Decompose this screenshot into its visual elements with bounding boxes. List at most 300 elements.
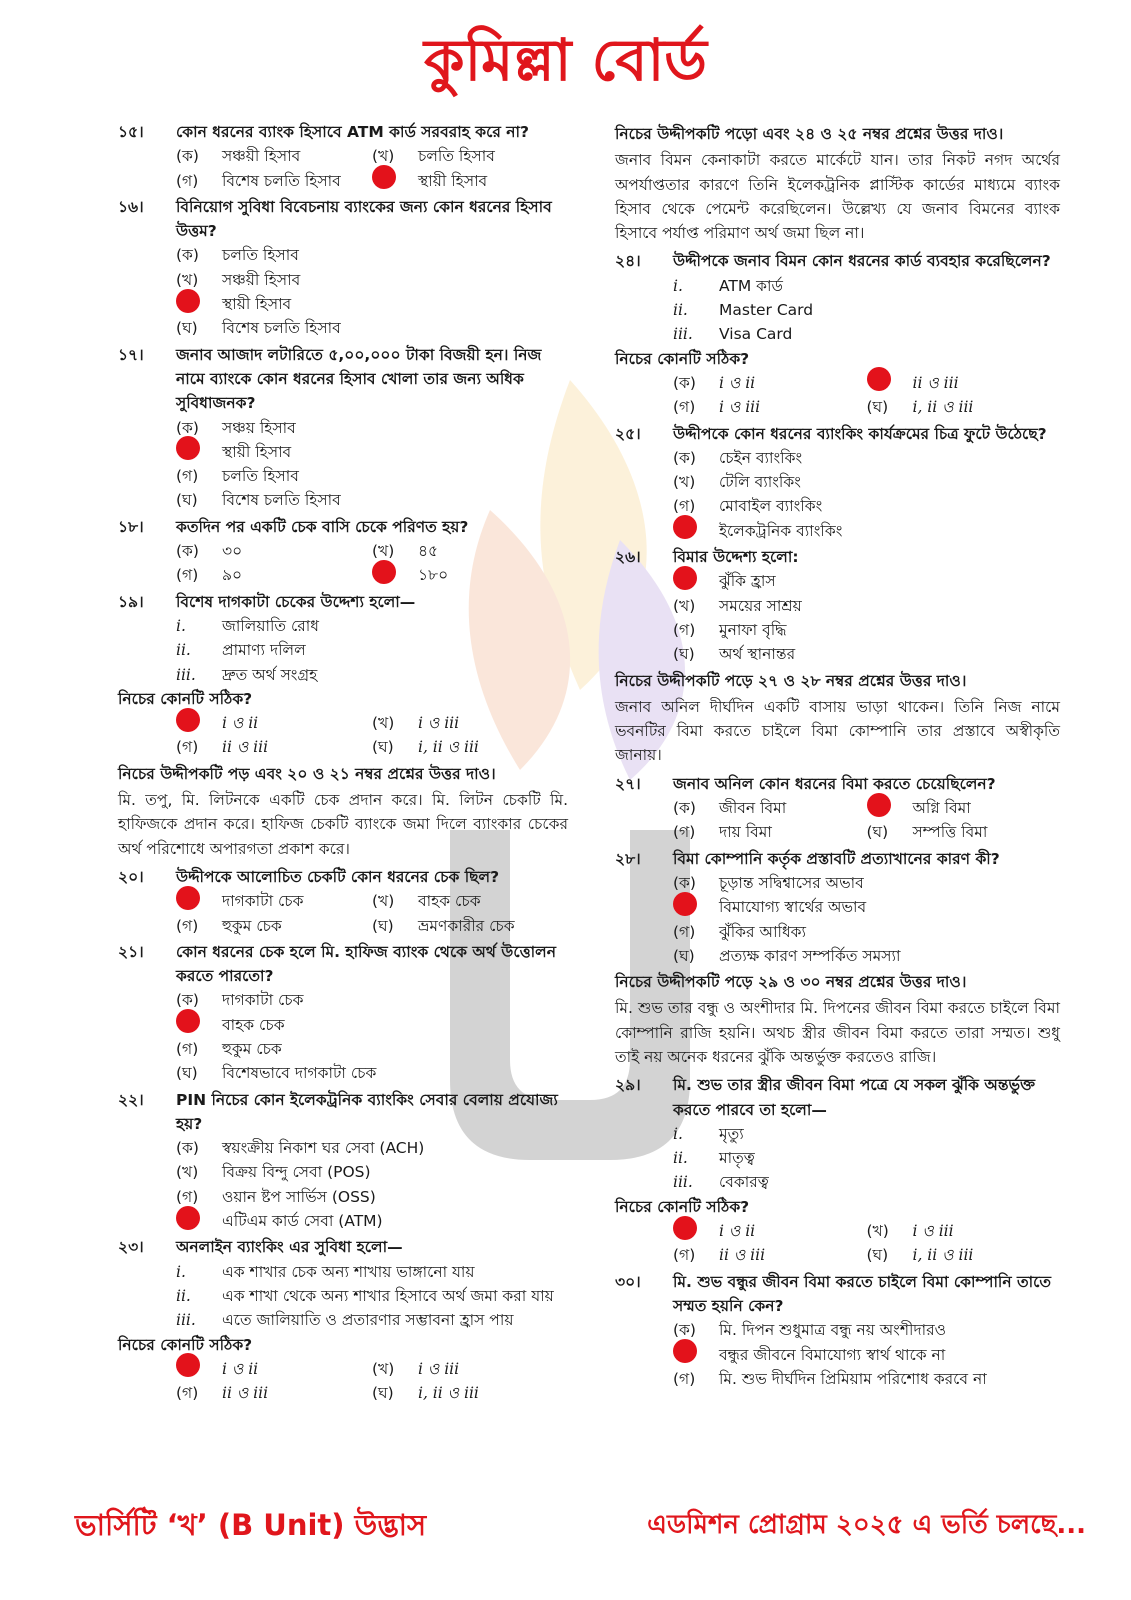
option-label: (ক) — [176, 542, 199, 561]
option-label: (ঘ) — [176, 319, 198, 338]
statement-numeral: iii. — [176, 665, 196, 684]
option-text: ঝুঁকি হ্রাস — [719, 572, 776, 591]
answer-option[interactable] — [176, 988, 568, 1012]
question-text: জনাব আজাদ লটারিতে ৫,০০,০০০ টাকা বিজয়ী হন। নিজ নামে ব্যাংকে কোন ধরনের হিসাব খোলা তার জন্য অধিক সুবিধাজনক? — [176, 345, 542, 413]
option-text: বিশেষ চলতি হিসাব — [222, 319, 341, 338]
question — [615, 1073, 1060, 1267]
option-text: অর্থ স্থানান্তর — [719, 645, 796, 664]
statement — [176, 1308, 568, 1332]
answer-option[interactable] — [673, 371, 867, 395]
answer-option[interactable] — [176, 563, 372, 587]
answer-option[interactable] — [673, 618, 1060, 642]
option-text: ৪৫ — [418, 542, 439, 561]
option-label — [176, 1353, 222, 1384]
answer-option[interactable] — [867, 820, 1061, 844]
correct-answer-dot-icon — [673, 892, 697, 916]
correct-answer-dot-icon — [176, 1353, 200, 1377]
stimulus-heading: নিচের উদ্দীপকটি পড়ে ২৭ ও ২৮ নম্বর প্রশ্নের উত্তর দাও। — [615, 671, 967, 690]
answer-option[interactable] — [176, 735, 372, 759]
option-label — [176, 1009, 222, 1040]
option-label — [673, 515, 719, 546]
statement — [673, 322, 1060, 346]
statement-text: এক শাখার চেক অন্য শাখায় ভাঙ্গানো যায় — [222, 1262, 475, 1281]
answer-option[interactable] — [176, 268, 568, 292]
answer-option[interactable] — [673, 494, 1060, 518]
answer-option[interactable] — [673, 895, 1060, 919]
page-title: কুমিল্লা বোর্ড — [424, 26, 707, 94]
option-text: i ও iii — [418, 1359, 460, 1378]
option-text: সম্পত্তি বিমা — [912, 823, 988, 842]
option-label: (ক) — [176, 991, 199, 1010]
question — [615, 249, 1060, 419]
statement-text: প্রামাণ্য দলিল — [222, 641, 306, 660]
option-label — [176, 1206, 222, 1237]
option-label — [176, 886, 222, 917]
option-text: বিশেষভাবে দাগকাটা চেক — [222, 1064, 377, 1083]
statement — [176, 1260, 568, 1284]
option-text: ওয়ান ষ্টপ সার্ভিস (OSS) — [222, 1187, 376, 1206]
statement — [176, 614, 568, 638]
option-label: (খ) — [673, 473, 696, 492]
option-label — [867, 367, 913, 398]
option-label: (খ) — [372, 892, 395, 911]
option-label: (ঘ) — [866, 398, 889, 417]
option-text: বাহক চেক — [222, 1015, 285, 1034]
question-text: কতদিন পর একটি চেক বাসি চেকে পরিণত হয়? — [176, 517, 469, 536]
answer-option[interactable] — [176, 1061, 568, 1085]
question-number: ২৮। — [615, 849, 641, 868]
option-text: জীবন বিমা — [719, 799, 787, 818]
option-text: মি. দিপন শুধুমাত্র বন্ধু নয় অংশীদারও — [719, 1321, 947, 1340]
option-label: (গ) — [673, 1369, 696, 1388]
which-correct-prompt: নিচের কোনটি সঠিক? — [615, 349, 750, 368]
statement-numeral: i. — [176, 616, 186, 635]
options-row — [673, 371, 1060, 395]
statement-text: বেকারত্ব — [719, 1173, 769, 1192]
option-text: i ও ii — [222, 714, 259, 733]
statement-numeral: iii. — [176, 1311, 196, 1330]
option-label: (ঘ) — [372, 1384, 394, 1403]
question-number: ২১। — [118, 942, 144, 961]
options-row — [673, 820, 1060, 844]
answer-option[interactable] — [673, 820, 867, 844]
options-row — [673, 1219, 1060, 1243]
option-label: (খ) — [372, 714, 395, 733]
question-number: ২৬। — [615, 548, 641, 567]
option-text: ১৮০ — [418, 566, 449, 585]
answer-option[interactable] — [176, 169, 372, 193]
option-text: মুনাফা বৃদ্ধি — [719, 620, 787, 639]
option-label: (ঘ) — [176, 491, 198, 510]
question-number: ১৮। — [118, 517, 144, 536]
option-label: (গ) — [673, 922, 696, 941]
option-label — [673, 566, 719, 597]
option-text: দাগকাটা চেক — [222, 892, 304, 911]
option-label: (গ) — [673, 823, 696, 842]
stimulus-passage: জনাব অনিল দীর্ঘদিন একটি বাসায় ভাড়া থাকেন। তিনি নিজ নামে ভবনটির বিমা করতে চাইলে বিমা কোম্পানি তার প্রস্তাবে অস্বীকৃতি জানায়। — [615, 697, 1060, 765]
option-text: স্বয়ংক্রীয় নিকাশ ঘর সেবা (ACH) — [222, 1139, 425, 1158]
option-text: বিশেষ চলতি হিসাব — [222, 491, 341, 510]
answer-option[interactable] — [673, 796, 867, 820]
question — [118, 343, 568, 513]
option-text: i ও ii — [719, 1222, 756, 1241]
option-label: (গ) — [176, 1384, 199, 1403]
correct-answer-dot-icon — [176, 289, 200, 313]
answer-option[interactable] — [673, 519, 1060, 543]
option-label: (ঘ) — [372, 916, 394, 935]
statement-text: মৃত্যু — [719, 1124, 744, 1143]
option-label: (খ) — [866, 1222, 889, 1241]
statement-numeral: i. — [673, 1124, 683, 1143]
statement — [673, 1146, 1060, 1170]
statement-text: দ্রুত অর্থ সংগ্রহ — [222, 665, 318, 684]
answer-option[interactable] — [176, 243, 568, 267]
option-text: সময়ের সাশ্রয় — [719, 596, 802, 615]
option-text: সঞ্চয় হিসাব — [222, 418, 296, 437]
option-label: (ক) — [176, 246, 199, 265]
correct-answer-dot-icon — [372, 560, 396, 584]
question-text: কোন ধরনের ব্যাংক হিসাবে ATM কার্ড সরবরাহ করে না? — [176, 123, 529, 141]
options-row — [176, 735, 568, 759]
question-number: ১৫। — [118, 123, 144, 141]
footer-admission-notice: এডমিশন প্রোগ্রাম ২০২৫ এ ভর্তি চলছে... — [647, 1510, 1086, 1540]
answer-option[interactable] — [673, 1367, 1060, 1391]
answer-option[interactable] — [673, 920, 1060, 944]
option-label: (ক) — [176, 418, 199, 437]
right-column — [615, 120, 1060, 1393]
statement — [176, 663, 568, 687]
question-number: ২০। — [118, 867, 144, 886]
option-text: i ও iii — [418, 714, 460, 733]
statement-numeral: ii. — [673, 301, 688, 320]
question-text: কোন ধরনের চেক হলে মি. হাফিজ ব্যাংক থেকে অর্থ উত্তোলন করতে পারতো? — [176, 942, 556, 986]
which-correct-prompt: নিচের কোনটি সঠিক? — [118, 689, 253, 708]
option-label: (খ) — [176, 270, 199, 289]
option-label: (ক) — [673, 448, 696, 467]
option-text: চলতি হিসাব — [222, 246, 299, 265]
question-number: ২৭। — [615, 774, 641, 793]
question — [118, 940, 568, 1086]
option-text: ভ্রমণকারীর চেক — [418, 916, 515, 935]
option-text: i, ii ও iii — [912, 1246, 974, 1265]
footer-brand: ভার্সিটি ‘খ’ (B Unit) উদ্ভাস — [75, 1508, 427, 1542]
option-text: অগ্নি বিমা — [912, 799, 971, 818]
option-label: (ঘ) — [372, 738, 394, 757]
option-label: (গ) — [176, 1187, 199, 1206]
answer-option[interactable] — [673, 1343, 1060, 1367]
answer-option[interactable] — [673, 642, 1060, 666]
option-text: ৩০ — [222, 542, 243, 561]
option-text: i ও iii — [912, 1222, 954, 1241]
answer-option[interactable] — [176, 1185, 568, 1209]
options-row — [176, 914, 568, 938]
statement-numeral: i. — [673, 276, 683, 295]
question-number: ৩০। — [615, 1272, 641, 1291]
answer-option[interactable] — [176, 440, 568, 464]
option-text: বিশেষ চলতি হিসাব — [222, 171, 341, 190]
option-text: এটিএম কার্ড সেবা (ATM) — [222, 1212, 383, 1231]
answer-option[interactable] — [176, 292, 568, 316]
answer-option[interactable] — [176, 316, 568, 340]
answer-option[interactable] — [176, 1160, 568, 1184]
answer-option[interactable] — [867, 1243, 1061, 1267]
option-label — [867, 793, 913, 824]
answer-option[interactable] — [673, 594, 1060, 618]
correct-answer-dot-icon — [176, 886, 200, 910]
option-label — [673, 1216, 719, 1247]
option-label: (গ) — [176, 738, 199, 757]
question — [615, 422, 1060, 543]
options-row — [176, 1357, 568, 1381]
statement-numeral: ii. — [176, 641, 191, 660]
answer-option[interactable] — [176, 488, 568, 512]
question — [118, 195, 568, 341]
answer-option[interactable] — [372, 169, 568, 193]
answer-option[interactable] — [673, 569, 1060, 593]
option-text: ii ও iii — [222, 738, 269, 757]
answer-option[interactable] — [867, 1219, 1061, 1243]
options-row — [176, 563, 568, 587]
question-number: ১৭। — [118, 345, 144, 364]
option-text: i ও ii — [719, 373, 756, 392]
stimulus-passage: মি. তপু, মি. লিটনকে একটি চেক প্রদান করে। মি. লিটন চেকটি মি. হাফিজকে প্রদান করে। হাফিজ চেকটি ব্যাংকে জমা দিলে ব্যাংকার চেকের অর্থ পরিশোধে অপারগতা প্রকাশ করে। — [118, 791, 568, 858]
stimulus-heading: নিচের উদ্দীপকটি পড়ো এবং ২৪ ও ২৫ নম্বর প্রশ্নের উত্তর দাও। — [615, 125, 1004, 143]
option-label — [176, 708, 222, 739]
option-text: চলতি হিসাব — [418, 147, 495, 166]
option-label: (খ) — [372, 147, 395, 166]
correct-answer-dot-icon — [176, 1009, 200, 1033]
option-text: বন্ধুর জীবনে বিমাযোগ্য স্বার্থ থাকে না — [719, 1345, 946, 1364]
option-text: i, ii ও iii — [912, 398, 974, 417]
option-label — [673, 1339, 719, 1370]
stimulus-heading: নিচের উদ্দীপকটি পড় এবং ২০ ও ২১ নম্বর প্রশ্নের উত্তর দাও। — [118, 764, 496, 783]
option-label: (ক) — [176, 147, 199, 166]
stimulus-passage: মি. শুভ তার বন্ধু ও অংশীদার মি. দিপনের জীবন বিমা করতে চাইলে বিমা কোম্পানি রাজি হয়নি। অথচ স্ত্রীর জীবন বিমা করতে তারা সম্মত। শুধু তাই নয় অনেক ধরনের ঝুঁকি অন্তর্ভুক্ত করতেও রাজি। — [615, 999, 1060, 1066]
option-text: চলতি হিসাব — [222, 467, 299, 486]
correct-answer-dot-icon — [867, 367, 891, 391]
answer-option[interactable] — [176, 1037, 568, 1061]
option-label: (ঘ) — [673, 645, 695, 664]
question-text: উদ্দীপকে কোন ধরনের ব্যাংকিং কার্যক্রমের চিত্র ফুটে উঠেছে? — [673, 424, 1047, 443]
answer-option[interactable] — [372, 1357, 568, 1381]
question — [118, 1088, 568, 1234]
option-label: (ক) — [673, 873, 696, 892]
option-label: (খ) — [176, 1163, 199, 1182]
option-text: স্থায়ী হিসাব — [222, 295, 292, 314]
stimulus-heading: নিচের উদ্দীপকটি পড়ে ২৯ ও ৩০ নম্বর প্রশ্নের উত্তর দাও। — [615, 973, 967, 992]
answer-option[interactable] — [176, 1381, 372, 1405]
statement-text: এক শাখা থেকে অন্য শাখার হিসাবে অর্থ জমা করা যায় — [222, 1286, 554, 1305]
statement-numeral: ii. — [673, 1149, 688, 1168]
options-row — [176, 169, 568, 193]
question — [615, 1270, 1060, 1391]
statement-text: Visa Card — [719, 325, 793, 344]
option-text: i, ii ও iii — [418, 738, 479, 757]
statement — [673, 1170, 1060, 1194]
statement-numeral: iii. — [673, 1173, 693, 1192]
correct-answer-dot-icon — [673, 515, 697, 539]
options-row — [176, 889, 568, 913]
option-label: (ক) — [673, 799, 696, 818]
answer-option[interactable] — [673, 446, 1060, 470]
question-number: ১৯। — [118, 592, 144, 611]
question-text: জনাব অনিল কোন ধরনের বিমা করতে চেয়েছিলেন? — [673, 774, 996, 793]
option-text: চেইন ব্যাংকিং — [719, 448, 803, 467]
question — [118, 865, 568, 938]
answer-option[interactable] — [176, 1013, 568, 1037]
answer-option[interactable] — [176, 711, 372, 735]
which-correct-prompt: নিচের কোনটি সঠিক? — [615, 1197, 750, 1216]
statement — [176, 1284, 568, 1308]
option-label: (গ) — [673, 1246, 696, 1265]
answer-option[interactable] — [867, 395, 1061, 419]
option-text: ঝুঁকির আধিক্য — [719, 922, 807, 941]
question — [118, 590, 568, 760]
option-text: স্থায়ী হিসাব — [418, 171, 488, 190]
statement-numeral: iii. — [673, 325, 693, 344]
question-text: অনলাইন ব্যাংকিং এর সুবিধা হলো— — [176, 1238, 403, 1257]
correct-answer-dot-icon — [372, 165, 396, 189]
options-row — [176, 711, 568, 735]
options-row — [673, 796, 1060, 820]
answer-option[interactable] — [673, 1243, 867, 1267]
question-text: মি. শুভ তার স্ত্রীর জীবন বিমা পত্রে যে সকল ঝুঁকি অন্তর্ভুক্ত করতে পারবে তা হলো— — [673, 1076, 1036, 1119]
answer-option[interactable] — [372, 889, 568, 913]
question-text: উদ্দীপকে আলোচিত চেকটি কোন ধরনের চেক ছিল? — [176, 867, 500, 886]
option-text: দায় বিমা — [719, 823, 772, 842]
answer-option[interactable] — [176, 889, 372, 913]
statement — [673, 274, 1060, 298]
options-row — [673, 395, 1060, 419]
question-text: বিনিয়োগ সুবিধা বিবেচনায় ব্যাংকের জন্য কোন ধরনের হিসাব উত্তম? — [176, 197, 552, 241]
answer-option[interactable] — [372, 711, 568, 735]
which-correct-prompt: নিচের কোনটি সঠিক? — [118, 1335, 253, 1354]
question — [615, 772, 1060, 845]
option-label: (ঘ) — [866, 823, 889, 842]
option-label: (গ) — [673, 620, 696, 639]
question-number: ২৩। — [118, 1238, 144, 1257]
statement — [176, 638, 568, 662]
statement-numeral: ii. — [176, 1286, 191, 1305]
answer-option[interactable] — [372, 735, 568, 759]
question-text: মি. শুভ বন্ধুর জীবন বিমা করতে চাইলে বিমা কোম্পানি তাতে সম্মত হয়নি কেন? — [673, 1272, 1052, 1315]
option-text: সঞ্চয়ী হিসাব — [222, 270, 301, 289]
answer-option[interactable] — [176, 1357, 372, 1381]
answer-option[interactable] — [372, 1381, 568, 1405]
answer-option[interactable] — [673, 1219, 867, 1243]
statement-text: মাতৃত্ব — [719, 1149, 755, 1168]
answer-option[interactable] — [673, 944, 1060, 968]
option-label: (গ) — [176, 467, 199, 486]
option-label — [176, 289, 222, 320]
question — [615, 847, 1060, 968]
option-text: বিমাযোগ্য স্বার্থের অভাব — [719, 898, 867, 917]
option-label: (গ) — [673, 497, 696, 516]
option-label: (গ) — [176, 1039, 199, 1058]
answer-option[interactable] — [673, 871, 1060, 895]
option-text: বাহক চেক — [418, 892, 481, 911]
option-text: i ও ii — [222, 1359, 259, 1378]
correct-answer-dot-icon — [673, 1339, 697, 1363]
option-label: (খ) — [372, 1359, 395, 1378]
statement — [673, 298, 1060, 322]
question-text: PIN নিচের কোন ইলেকট্রনিক ব্যাংকিং সেবার বেলায় প্রযোজ্য হয়? — [176, 1090, 558, 1133]
option-label: (ঘ) — [866, 1246, 889, 1265]
option-text: হুকুম চেক — [222, 1039, 282, 1058]
option-text: চূড়ান্ত সদ্বিশ্বাসের অভাব — [719, 873, 864, 892]
answer-option[interactable] — [372, 563, 568, 587]
option-label: (গ) — [176, 171, 199, 190]
correct-answer-dot-icon — [867, 793, 891, 817]
option-label: (খ) — [372, 542, 395, 561]
answer-option[interactable] — [176, 416, 568, 440]
option-text: ii ও iii — [222, 1384, 269, 1403]
option-text: হুকুম চেক — [222, 916, 282, 935]
options-row — [673, 1243, 1060, 1267]
option-label — [176, 436, 222, 467]
answer-option[interactable] — [176, 1136, 568, 1160]
option-text: সঞ্চয়ী হিসাব — [222, 147, 301, 166]
question-number: ২৪। — [615, 252, 641, 271]
answer-option[interactable] — [372, 914, 568, 938]
answer-option[interactable] — [673, 1318, 1060, 1342]
question-text: বিশেষ দাগকাটা চেকের উদ্দেশ্য হলো— — [176, 592, 416, 611]
option-text: টেলি ব্যাংকিং — [719, 473, 801, 492]
option-label: (খ) — [673, 596, 696, 615]
question-number: ২৫। — [615, 424, 641, 443]
option-text: দাগকাটা চেক — [222, 991, 304, 1010]
option-text: প্রত্যক্ষ কারণ সম্পর্কিত সমস্যা — [719, 946, 901, 965]
answer-option[interactable] — [176, 464, 568, 488]
option-text: i ও iii — [719, 398, 761, 417]
answer-option[interactable] — [673, 395, 867, 419]
option-label: (ঘ) — [673, 946, 695, 965]
statement-numeral: i. — [176, 1262, 186, 1281]
statement-text: ATM কার্ড — [719, 276, 783, 295]
answer-option[interactable] — [176, 539, 372, 563]
option-text: ii ও iii — [912, 373, 959, 392]
option-text: স্থায়ী হিসাব — [222, 442, 292, 461]
answer-option[interactable] — [867, 796, 1061, 820]
correct-answer-dot-icon — [176, 436, 200, 460]
option-text: মি. শুভ দীর্ঘদিন প্রিমিয়াম পরিশোধ করবে না — [719, 1369, 987, 1388]
statement-text: জালিয়াতি রোধ — [222, 616, 319, 635]
answer-option[interactable] — [673, 470, 1060, 494]
statement-text: Master Card — [719, 301, 814, 320]
left-column — [118, 120, 568, 1407]
question-number: ১৬। — [118, 197, 144, 216]
question — [118, 515, 568, 588]
option-text: মোবাইল ব্যাংকিং — [719, 497, 823, 516]
option-text: i, ii ও iii — [418, 1384, 479, 1403]
question — [118, 1235, 568, 1405]
question-text: বিমার উদ্দেশ্য হলো: — [673, 548, 799, 567]
question-text: বিমা কোম্পানি কর্তৃক প্রস্তাবটি প্রত্যাখানের কারণ কী? — [673, 849, 1000, 868]
answer-option[interactable] — [176, 914, 372, 938]
answer-option[interactable] — [176, 1209, 568, 1233]
answer-option[interactable] — [176, 144, 372, 168]
correct-answer-dot-icon — [673, 566, 697, 590]
correct-answer-dot-icon — [673, 1216, 697, 1240]
question — [615, 545, 1060, 666]
option-text: ii ও iii — [719, 1246, 766, 1265]
question — [118, 120, 568, 193]
option-label: (ঘ) — [176, 1064, 198, 1083]
option-text: বিক্রয় বিন্দু সেবা (POS) — [222, 1163, 371, 1182]
option-text: ইলেকট্রনিক ব্যাংকিং — [719, 521, 843, 540]
option-label: (ক) — [673, 373, 696, 392]
answer-option[interactable] — [867, 371, 1061, 395]
